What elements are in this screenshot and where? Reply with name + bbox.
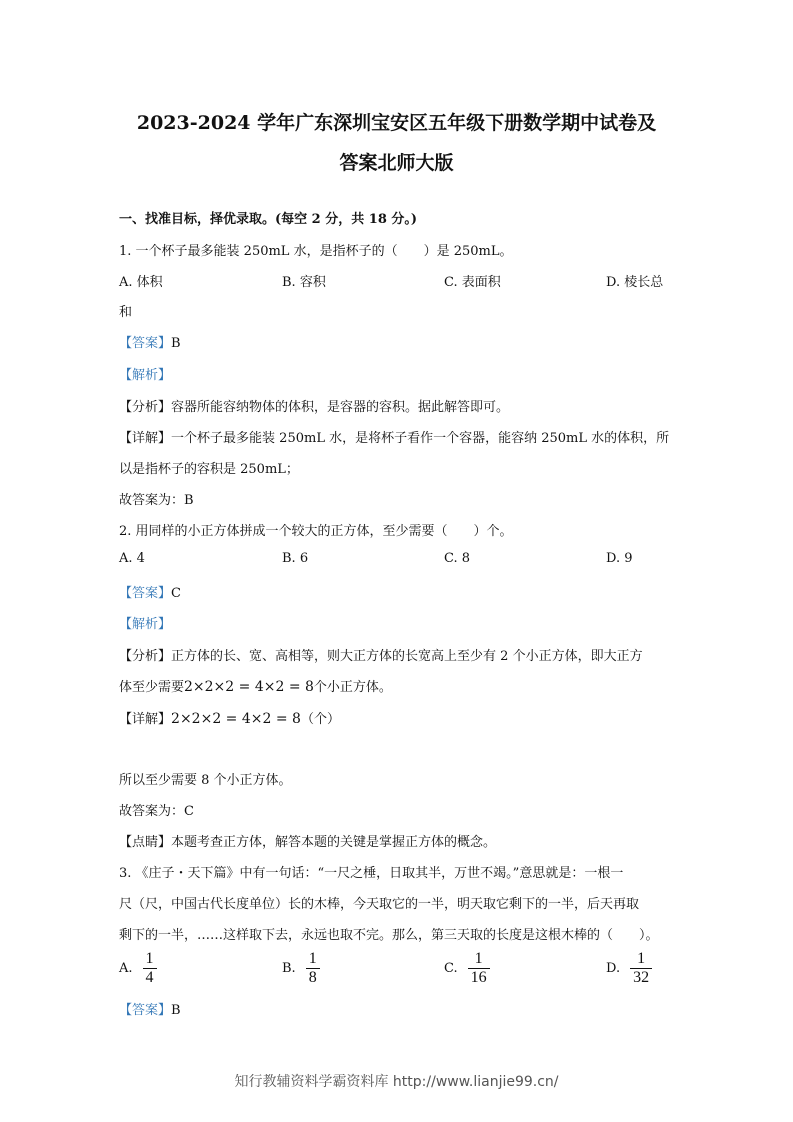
analysis-tag: 解析 <box>132 617 159 632</box>
q3-option-d <box>606 950 652 987</box>
q3-option-b <box>282 950 320 987</box>
q2-fenxi: 【分析】正方体的长、宽、高相等，则大正方体的长宽高上至少有 2 个小正方体，即大正方 <box>119 649 643 664</box>
q1-option-b: B. 容积 <box>282 275 326 290</box>
fenxi-text-suffix: 个小正方体。 <box>313 680 392 695</box>
option-label: C. <box>444 961 458 976</box>
q2-analysis-heading: 【解析】 <box>119 617 172 632</box>
q3-answer: 【答案】B <box>119 1003 181 1018</box>
q1-analysis-heading: 【解析】 <box>119 368 172 383</box>
fenxi-text-prefix: 体至少需要 <box>119 680 185 695</box>
answer-value: B <box>171 336 181 351</box>
answer-value: C <box>171 586 181 601</box>
xiangjie-equation: 2×2×2 = 4×2 = 8 <box>171 711 301 727</box>
footer-watermark: 知行教辅资料学霸资料库 http://www.lianjie99.cn/ <box>234 1074 559 1090</box>
answer-tag: 答案 <box>132 1003 159 1018</box>
q2-stem: 2. 用同样的小正方体拼成一个较大的正方体，至少需要（ ）个。 <box>119 524 513 539</box>
answer-tag: 答案 <box>132 336 159 351</box>
q1-stem: 1. 一个杯子最多能装 250mL 水，是指杯子的（ ）是 250mL。 <box>119 244 513 259</box>
q2-option-a: A. 4 <box>119 551 145 566</box>
q3-option-c <box>444 950 490 987</box>
fenxi-tag: 分析 <box>132 400 159 415</box>
title-line-2: 答案北师大版 <box>339 152 454 174</box>
xiangjie-unit: （个） <box>300 712 340 727</box>
answer-tag: 答案 <box>132 586 159 601</box>
q1-option-c: C. 表面积 <box>444 275 501 290</box>
option-fraction: $\frac{1}{32}$ <box>630 950 652 987</box>
q1-option-d: D. 棱长总 <box>606 275 664 290</box>
q1-xiangjie: 【详解】一个杯子最多能装 250mL 水，是将杯子看作一个容器，能容纳 250mL 水的体积，所 <box>119 431 670 446</box>
q3-stem-3: 剩下的一半，……这样取下去，永远也取不完。那么，第三天取的长度是这根木棒的（ ）。 <box>119 928 659 943</box>
q3-option-a <box>119 950 157 987</box>
fenxi-tag: 分析 <box>132 649 159 664</box>
dianjing-text: 本题考查正方体，解答本题的关键是掌握正方体的概念。 <box>171 835 497 850</box>
xiangjie-tag: 详解 <box>132 431 159 446</box>
q2-answer: 【答案】C <box>119 586 181 601</box>
q2-conclusion: 故答案为：C <box>119 804 194 819</box>
q3-stem-2: 尺（尺，中国古代长度单位）长的木棒，今天取它的一半，明天取它剩下的一半，后天再取 <box>119 897 640 912</box>
document-title <box>100 103 693 183</box>
answer-value: B <box>171 1003 181 1018</box>
q2-option-d: D. 9 <box>606 551 633 566</box>
q1-answer: 【答案】B <box>119 336 181 351</box>
section-heading: 一、找准目标，择优录取。(每空 2 分，共 18 分。) <box>119 212 418 227</box>
q2-dianjing: 【点睛】本题考查正方体，解答本题的关键是掌握正方体的概念。 <box>119 835 497 850</box>
option-fraction: $\frac{1}{16}$ <box>468 950 490 987</box>
q2-option-b: B. 6 <box>282 551 309 566</box>
option-fraction: $\frac{1}{4}$ <box>143 950 157 987</box>
xiangjie-tag: 详解 <box>132 712 159 727</box>
option-label: A. <box>119 961 133 976</box>
q2-fenxi-cont <box>119 676 392 695</box>
title-line-1: 2023-2024 学年广东深圳宝安区五年级下册数学期中试卷及 <box>136 112 657 134</box>
q1-fenxi: 【分析】容器所能容纳物体的体积，是容器的容积。据此解答即可。 <box>119 400 510 415</box>
fenxi-text: 容器所能容纳物体的体积，是容器的容积。据此解答即可。 <box>171 400 510 415</box>
q2-xiangjie: 【详解】2×2×2 = 4×2 = 8（个） <box>119 711 340 727</box>
xiangjie-text-1: 一个杯子最多能装 250mL 水，是将杯子看作一个容器，能容纳 250mL 水的体积，所 <box>171 431 670 446</box>
option-label: D. <box>606 961 621 976</box>
q1-conclusion: 故答案为：B <box>119 493 194 508</box>
q2-so: 所以至少需要 8 个小正方体。 <box>119 773 292 788</box>
q2-option-c: C. 8 <box>444 551 471 566</box>
option-label: B. <box>282 961 296 976</box>
q3-stem-1: 3. 《庄子・天下篇》中有一句话：“一尺之棰，日取其半，万世不竭。”意思就是：一根一 <box>119 866 624 881</box>
option-fraction: $\frac{1}{8}$ <box>306 950 320 987</box>
analysis-tag: 解析 <box>132 368 159 383</box>
dianjing-tag: 点睛 <box>132 835 159 850</box>
q1-option-a: A. 体积 <box>119 275 163 290</box>
fenxi-equation: 2×2×2 = 4×2 = 8 <box>184 679 314 695</box>
q1-option-d-wrap: 和 <box>119 305 133 320</box>
q1-xiangjie-cont: 以是指杯子的容积是 250mL； <box>119 462 299 477</box>
fenxi-text: 正方体的长、宽、高相等，则大正方体的长宽高上至少有 2 个小正方体，即大正方 <box>171 649 643 664</box>
